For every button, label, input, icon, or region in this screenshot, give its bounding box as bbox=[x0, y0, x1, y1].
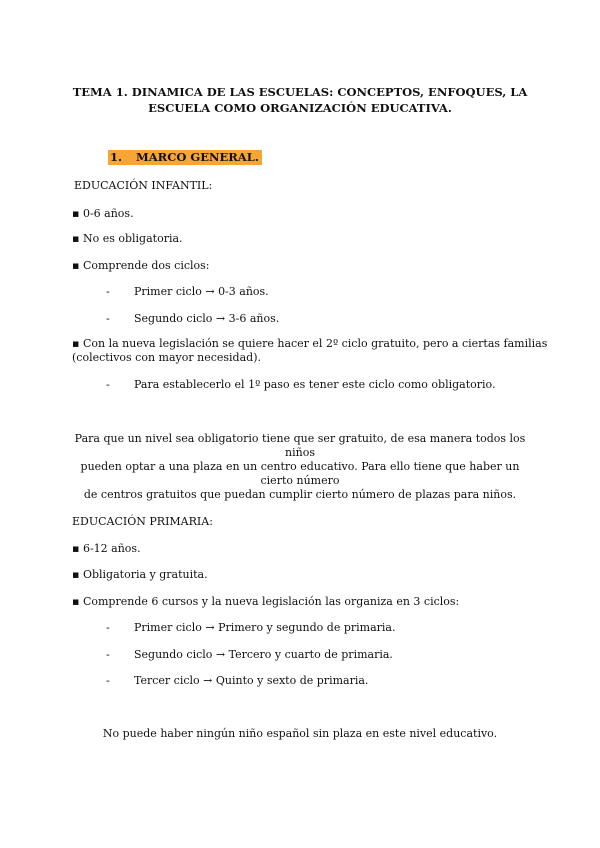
primaria-bullet-ages: ▪ 6-12 años. bbox=[72, 542, 141, 555]
infantil-bullet-not-mandatory: ▪ No es obligatoria. bbox=[72, 232, 183, 245]
section-number: 1. bbox=[110, 150, 123, 164]
dash-marker: - bbox=[106, 648, 110, 661]
dash-marker: - bbox=[106, 285, 110, 298]
infantil-sub-item bbox=[106, 378, 495, 392]
infantil-cycle-1-text: Primer ciclo → 0-3 años. bbox=[134, 285, 269, 298]
infantil-bullet-cycles: ▪ Comprende dos ciclos: bbox=[72, 259, 210, 272]
dash-marker: - bbox=[106, 378, 110, 391]
note-paragraph bbox=[70, 432, 530, 502]
infantil-bullet-ages: ▪ 0-6 años. bbox=[72, 207, 134, 220]
primaria-cycle-1 bbox=[106, 621, 395, 635]
primaria-cycle-3-text: Tercer ciclo → Quinto y sexto de primaria. bbox=[134, 674, 369, 687]
infantil-bullet-legislation-line-1: ▪ Con la nueva legislación se quiere hacer el 2º ciclo gratuito, pero a ciertas familias bbox=[72, 337, 548, 350]
dash-marker: - bbox=[106, 674, 110, 687]
primaria-bullet-mandatory: ▪ Obligatoria y gratuita. bbox=[72, 568, 208, 581]
infantil-heading: EDUCACIÓN INFANTIL: bbox=[74, 179, 213, 192]
infantil-bullet-legislation-line-2: (colectivos con mayor necesidad). bbox=[72, 351, 261, 364]
closing-statement: No puede haber ningún niño español sin plaza en este nivel educativo. bbox=[102, 727, 498, 740]
infantil-cycle-2 bbox=[106, 312, 279, 326]
title-line-2: ESCUELA COMO ORGANIZACIÓN EDUCATIVA. bbox=[148, 101, 452, 115]
infantil-sub-item-text: Para establecerlo el 1º paso es tener este ciclo como obligatorio. bbox=[134, 378, 496, 391]
primaria-cycle-1-text: Primer ciclo → Primero y segundo de primaria. bbox=[134, 621, 396, 634]
note-line-2: pueden optar a una plaza en un centro educativo. Para ello tiene que haber un cierto número bbox=[80, 460, 520, 487]
primaria-cycle-3 bbox=[106, 674, 368, 688]
infantil-cycle-1 bbox=[106, 285, 269, 299]
infantil-cycle-2-text: Segundo ciclo → 3-6 años. bbox=[134, 312, 280, 325]
primaria-bullet-courses: ▪ Comprende 6 cursos y la nueva legislación las organiza en 3 ciclos: bbox=[72, 595, 460, 608]
primaria-cycle-2 bbox=[106, 648, 393, 662]
dash-marker: - bbox=[106, 621, 110, 634]
note-line-1: Para que un nivel sea obligatorio tiene que ser gratuito, de esa manera todos los niños bbox=[74, 432, 526, 459]
primaria-heading: EDUCACIÓN PRIMARIA: bbox=[72, 515, 213, 528]
primaria-cycle-2-text: Segundo ciclo → Tercero y cuarto de primaria. bbox=[134, 648, 393, 661]
section-heading bbox=[108, 150, 262, 165]
document-title bbox=[60, 84, 540, 116]
title-line-1: TEMA 1. DINAMICA DE LAS ESCUELAS: CONCEPTOS, ENFOQUES, LA bbox=[72, 85, 528, 99]
note-line-3: de centros gratuitos que puedan cumplir cierto número de plazas para niños. bbox=[83, 488, 517, 501]
section-label: MARCO GENERAL. bbox=[136, 150, 259, 164]
dash-marker: - bbox=[106, 312, 110, 325]
